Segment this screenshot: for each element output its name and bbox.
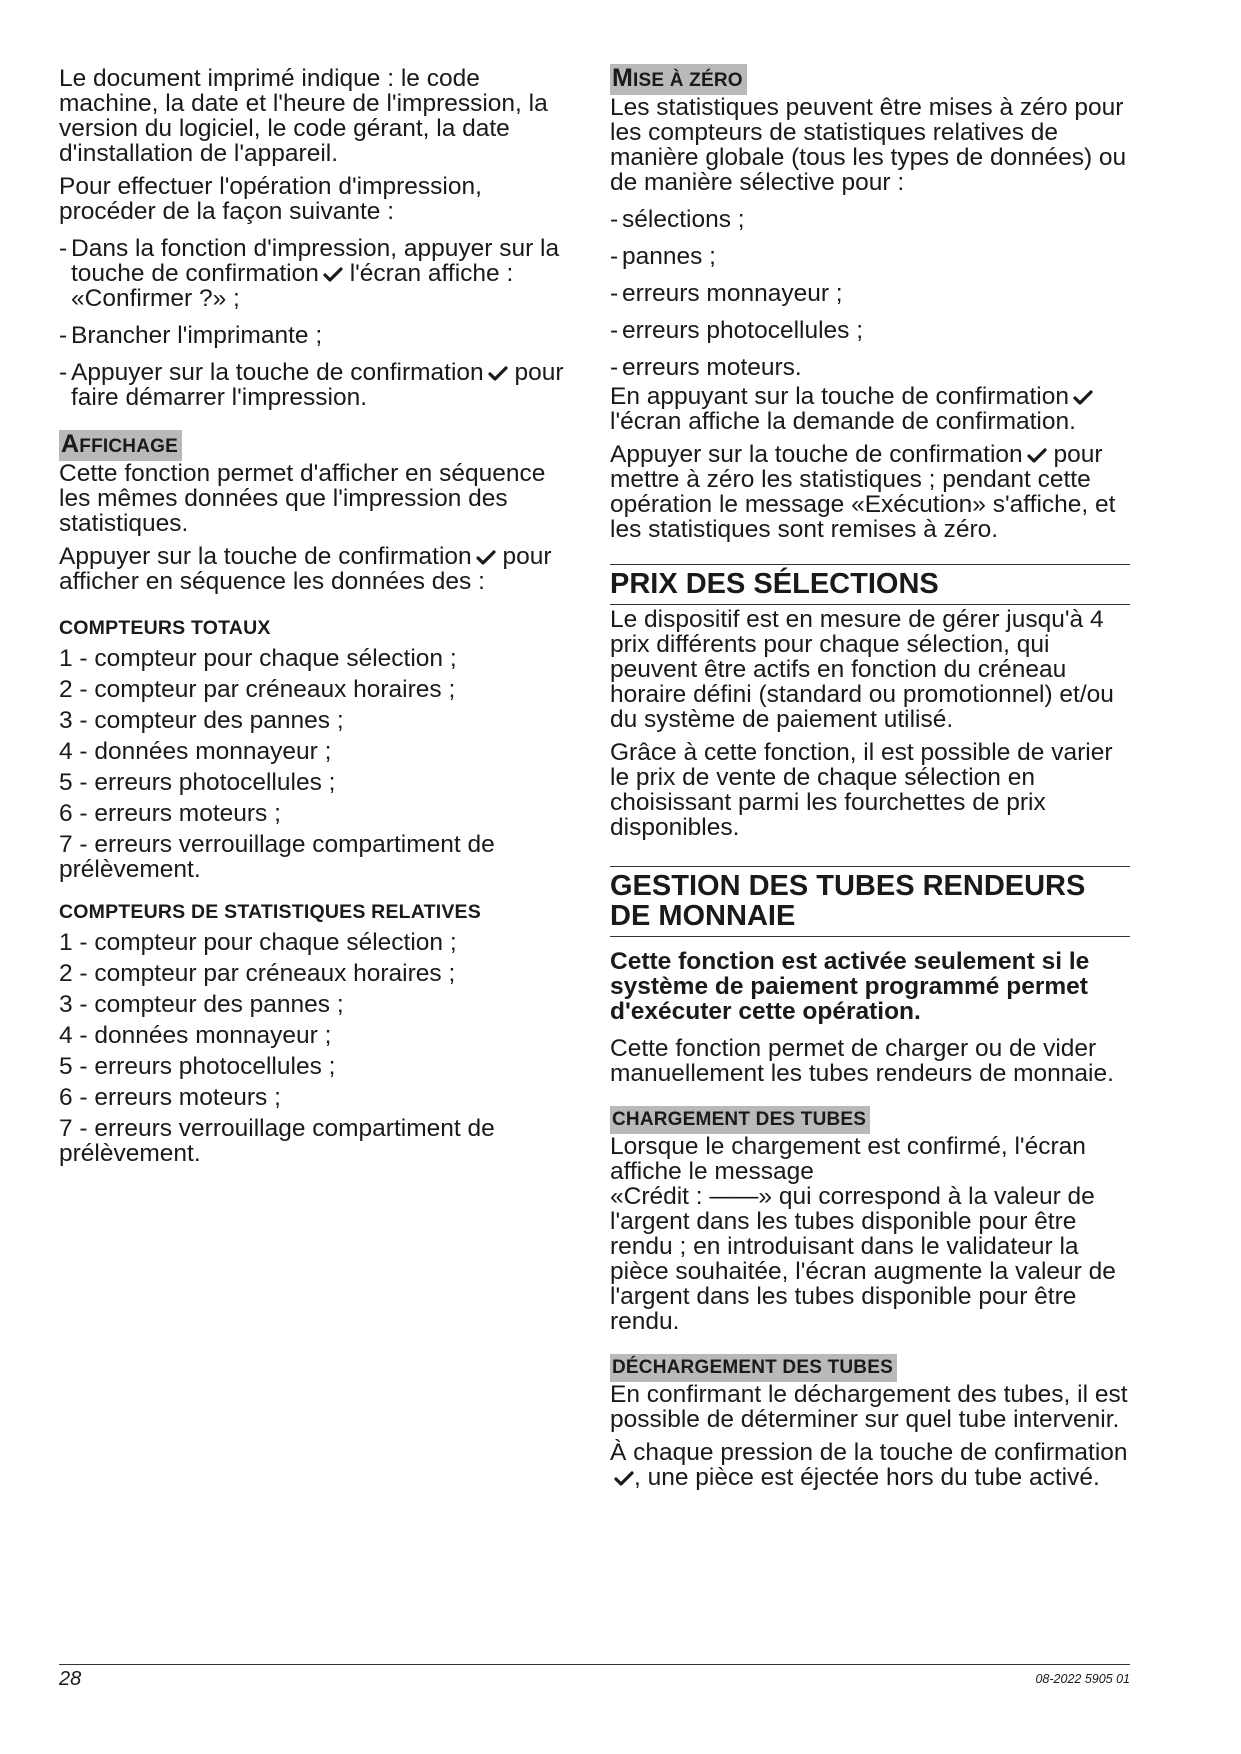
gestion-bold-paragraph: Cette fonction est activée seulement si le système de paiement programmé permet d'exécuter cette opération. [610, 948, 1090, 1025]
prix-paragraph-2: Grâce à cette fonction, il est possible de varier le prix de vente de chaque sélection en choisissant parmi les fourchettes de prix disponibles. [610, 739, 1113, 841]
list-item: 6 - erreurs moteurs ; [59, 800, 281, 827]
list-item: - sélections ; [610, 206, 745, 233]
affichage-confirm-paragraph: Appuyer sur la touche de confirmation pour afficher en séquence les données des : [59, 543, 552, 595]
step-item: - Dans la fonction d'impression, appuyer sur la touche de confirmation l'écran affiche : «Confirmer ?» ; [59, 235, 560, 312]
right-column [610, 66, 1130, 1498]
step-item: - Brancher l'imprimante ; [59, 322, 323, 349]
list-item: 5 - erreurs photocellules ; [59, 1053, 336, 1080]
affichage-paragraph: Cette fonction permet d'afficher en séquence les mêmes données que l'impression des statistiques. [59, 460, 546, 537]
list-item: 1 - compteur pour chaque sélection ; [59, 929, 457, 956]
list-item: 7 - erreurs verrouillage compartiment de prélèvement. [59, 1115, 495, 1167]
mise-a-zero-paragraph: Les statistiques peuvent être mises à zéro pour les compteurs de statistiques relatives de manière globale (tous les types de données) ou de manière sélective pour : [610, 94, 1127, 196]
checkmark-icon [476, 550, 496, 566]
list-item: - erreurs monnayeur ; [610, 280, 843, 307]
chargement-heading: CHARGEMENT DES TUBES [610, 1106, 1130, 1134]
list-item: 6 - erreurs moteurs ; [59, 1084, 281, 1111]
chargement-paragraph-2: «Crédit : ——» qui correspond à la valeur de l'argent dans les tubes disponible pour être rendu ; en introduisant dans le validateur la pièce souhaitée, l'écran augmente la valeur de l'argent dans les tubes disponible pour être rendu. [610, 1183, 1116, 1335]
mise-a-zero-heading: MISE À ZÉRO [610, 64, 1130, 95]
confirm-paragraph: En appuyant sur la touche de confirmation l'écran affiche la demande de confirmation. [610, 384, 1130, 434]
dechargement-paragraph: En confirmant le déchargement des tubes, il est possible de déterminer sur quel tube intervenir. [610, 1381, 1128, 1433]
list-item: 7 - erreurs verrouillage compartiment de prélèvement. [59, 831, 495, 883]
checkmark-icon [614, 1471, 634, 1487]
checkmark-icon [488, 366, 508, 382]
list-item: 3 - compteur des pannes ; [59, 991, 344, 1018]
footer-divider [59, 1664, 1130, 1665]
compteurs-totaux-heading: COMPTEURS TOTAUX [59, 617, 271, 639]
step-item: - Appuyer sur la touche de confirmation pour faire démarrer l'impression. [59, 359, 564, 411]
list-item: 4 - données monnayeur ; [59, 738, 332, 765]
list-item: 4 - données monnayeur ; [59, 1022, 332, 1049]
prix-paragraph: Le dispositif est en mesure de gérer jusqu'à 4 prix différents pour chaque sélection, qui peuvent être actifs en fonction du créneau horaire défini (standard ou promotionnel) et/ou du système de paiement utilisé. [610, 606, 1114, 733]
checkmark-icon [323, 267, 343, 283]
left-column [59, 66, 580, 1172]
reset-paragraph: Appuyer sur la touche de confirmation pour mettre à zéro les statistiques ; pendant cette opération le message «Exécution» s'affiche, et les statistiques sont remises à zéro. [610, 441, 1116, 543]
document-reference: 08-2022 5905 01 [1035, 1672, 1130, 1686]
checkmark-icon [1027, 448, 1047, 464]
chargement-paragraph: Lorsque le chargement est confirmé, l'écran affiche le message [610, 1133, 1086, 1185]
prix-selections-title: PRIX DES SÉLECTIONS [610, 564, 1130, 605]
list-item: 3 - compteur des pannes ; [59, 707, 344, 734]
list-item: - erreurs photocellules ; [610, 317, 864, 344]
gestion-tubes-title: GESTION DES TUBES RENDEURS DE MONNAIE [610, 866, 1130, 937]
gestion-paragraph: Cette fonction permet de charger ou de vider manuellement les tubes rendeurs de monnaie. [610, 1035, 1114, 1087]
list-item: - pannes ; [610, 243, 716, 270]
procedure-paragraph: Pour effectuer l'opération d'impression, procéder de la façon suivante : [59, 173, 482, 225]
list-item: 2 - compteur par créneaux horaires ; [59, 676, 456, 703]
list-item: 2 - compteur par créneaux horaires ; [59, 960, 456, 987]
affichage-heading: AFFICHAGE [59, 430, 580, 461]
compteurs-relatives-heading: COMPTEURS DE STATISTIQUES RELATIVES [59, 901, 481, 923]
dechargement-paragraph-2: À chaque pression de la touche de confirmation , une pièce est éjectée hors du tube activé. [610, 1439, 1128, 1491]
list-item: - erreurs moteurs. [610, 354, 802, 381]
list-item: 1 - compteur pour chaque sélection ; [59, 645, 457, 672]
intro-paragraph: Le document imprimé indique : le code machine, la date et l'heure de l'impression, la version du logiciel, le code gérant, la date d'installation de l'appareil. [59, 65, 548, 167]
dechargement-heading: DÉCHARGEMENT DES TUBES [610, 1354, 1130, 1382]
list-item: 5 - erreurs photocellules ; [59, 769, 336, 796]
checkmark-icon [1073, 390, 1093, 406]
page-number: 28 [59, 1668, 82, 1690]
